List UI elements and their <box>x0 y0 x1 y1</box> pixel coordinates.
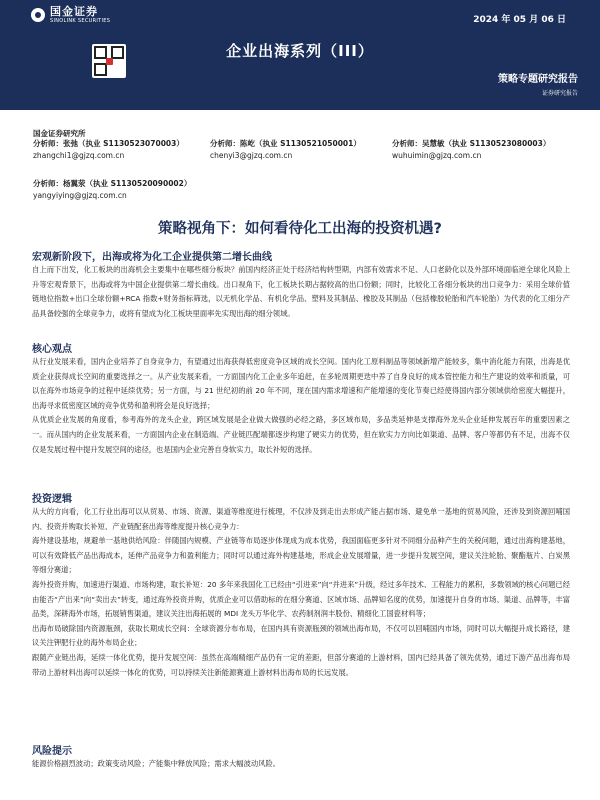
analyst-email[interactable]: yangyiying@gjzq.com.cn <box>33 191 127 200</box>
paragraph: 海外投资并购，加速进行渠道、市场构建，取长补短：20 多年来我国化工已经由“引进来”向“并进来”升级，经过多年技术、工程能力的累积，多数领域的核心问题已经由能否“产出来”向“卖出去”转变，通过海外投资并购，优质企业可以借助标的在细分赛道、区域市场、品牌知名度的优势，加速提升自身的市场、渠道、品牌等，丰富品类，深耕海外市场，拓展销售渠道，建议关注出海拓展的 MDI 龙头万华化学、农药制剂润丰股份、精细化工国瓷材料等； <box>32 579 570 619</box>
report-header <box>0 0 600 110</box>
logo-name-cn: 国金证券 <box>50 5 98 18</box>
analyst-name: 分析师：吴慧敏（执业 S1130523080003） <box>392 139 551 148</box>
section-heading-core-views: 核心观点 <box>32 344 72 355</box>
analyst-email[interactable]: chenyi3@gjzq.com.cn <box>210 151 293 160</box>
analyst-name: 分析师：杨翼荥（执业 S1130520090002） <box>33 179 192 188</box>
section-heading-macro: 宏观新阶段下，出海或将为化工企业提供第二增长曲线 <box>32 252 272 263</box>
paragraph: 能源价格剧烈波动；政策变动风险；产能集中释放风险；需求大幅波动风险。 <box>32 759 281 768</box>
report-subtype: 证券研究报告 <box>541 90 578 97</box>
paragraph: 自上而下出发，化工板块的出海机会主要集中在哪些细分板块？前国内经济正处于经济结构转型期，内部有效需求不足、人口老龄化以及外部环境面临逆全球化风险上升等宏观背景下，出海或将为中国企业提供第二增长曲线。出口视角下，化工板块长期占据较高的出口份额；同时，比较化工各细分板块的出口竞争力：采用全球价值链地位指数+出口全球份额+RCA 指数+财务指标筛选，以无机化学品、有机化学品、塑料及其制品、橡胶及其制品（包括橡胶轮胎和汽车轮胎）为代表的化工细分产品具备较强的全球竞争力，或将有望成为化工板块里面率先实现出海的细分领域。 <box>32 265 570 318</box>
paragraph: 从行业发展来看，国内企业培养了自身竞争力，有望通过出海获得低密度竞争区域的成长空间。国内化工原料制品等领域新增产能较多，集中消化能力有限，出海是优质企业获得成长空间的重要选择之一。从产业发展来看，一方面国内化工企业多年追赶，在多轮周期更迭中养了自身良好的成本管控能力和生产建设的效率和质量，可以在海外市场竞争的过程中延续优势；另一方面，与 21 世纪初的前 20 年不同，现在国内需求增速和产能增速的变化节奏已经使得国内部分领域供给密度大幅提升，出海寻求低密度区域的竞争优势和盈利将会是良好选择； <box>32 357 570 410</box>
section-heading-risk: 风险提示 <box>32 746 72 757</box>
report-type: 策略专题研究报告 <box>498 74 578 85</box>
analyst-email[interactable]: wuhuimin@gjzq.com.cn <box>392 151 482 160</box>
analyst-name: 分析师：张弛（执业 S1130523070003） <box>33 139 184 148</box>
brand-logo <box>31 6 110 24</box>
paragraph: 从优质企业发展的角度看，参考海外的龙头企业，跨区域发展是企业做大做强的必经之路，多区域布局，多品类延伸是支撑海外龙头企业延伸发展百年的重要因素之一。而从国内的企业发展来看，一方面国内企业在制造端、产业链匹配端都逐步构建了硬实力的优势，但在软实力方向比如渠道、品牌、客户等都仍有不足，出海不仅仅是发展过程中提升发展空间的途径，也是国内企业完善自身软实力，取长补短的选择。 <box>32 415 570 454</box>
analyst-block <box>210 138 361 162</box>
analyst-email[interactable]: zhangchi1@gjzq.com.cn <box>33 151 125 160</box>
paragraph: 从大的方向看，化工行业出海可以从贸易、市场、资源、渠道等维度进行梳理，不仅涉及到走出去形成产能占据市场、避免单一基地的贸易风险，还涉及到资源回哺国内、投资并购取长补短、产业链配套出海等维度提升核心竞争力： <box>32 507 570 531</box>
paragraph: 海外建设基地，规避单一基地供给风险：伴随国内规模、产业链等布局逐步体现成为成本优势，我国面临更多针对不同细分品种产生的关税问题，通过出海构建基地，可以有效降低产品出海成本，延伸产品竞争力和盈利能力；同时可以通过海外构建基地，形成企业发展增量，进一步提升发展空间，建议关注轮胎、聚酯瓶片、白炭黑等细分赛道； <box>32 536 570 575</box>
section-body-core-views <box>32 355 570 457</box>
paragraph: 跟随产业链出海，延续一体化优势，提升发展空间：虽然在高端精细产品仍有一定的差距，但部分赛道的上游材料，国内已经具备了领先优势，通过下游产品出海布局带动上游材料出海可以延续一体化的优势，可以持续关注新能源赛道上游材料出海布局的长远发展。 <box>32 652 570 677</box>
section-body-investment-logic <box>32 505 570 680</box>
logo-mark-icon <box>31 8 45 22</box>
institute-name: 国金证券研究所 <box>33 129 86 138</box>
section-body-macro <box>32 263 570 321</box>
section-heading-investment-logic: 投资逻辑 <box>32 494 72 505</box>
series-title: 企业出海系列（III） <box>226 42 374 60</box>
analyst-block <box>33 178 191 202</box>
report-headline: 策略视角下：如何看待化工出海的投资机遇? <box>158 221 442 237</box>
analyst-block <box>392 138 550 162</box>
analyst-name: 分析师：陈屹（执业 S1130521050001） <box>210 139 361 148</box>
report-date: 2024 年 05 月 06 日 <box>473 15 566 25</box>
logo-name-en: SINOLINK SECURITIES <box>50 18 111 24</box>
paragraph: 出海布局破除国内资源瓶颈，获取长期成长空间：全球资源分布布局，在国内具有资源瓶颈的领域出海布局，不仅可以回哺国内市场，同时可以大幅提升成长路径，建议关注钾肥行业的海外布局企业； <box>32 623 570 648</box>
section-body-risk <box>32 757 570 772</box>
analyst-block <box>33 138 184 162</box>
